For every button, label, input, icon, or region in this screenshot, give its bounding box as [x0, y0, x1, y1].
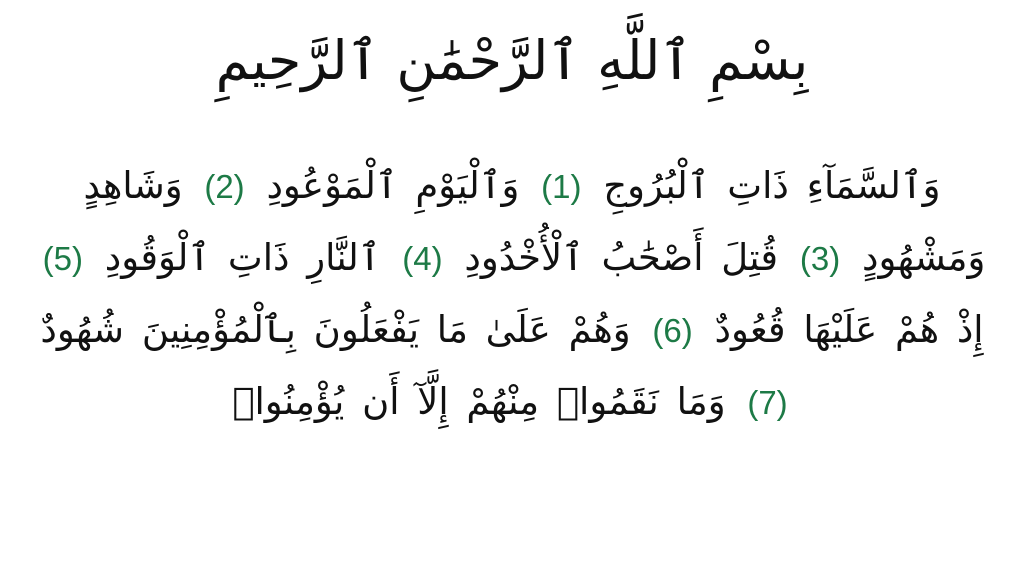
verse-number-6: (6)	[652, 312, 693, 350]
verse-number-5: (5)	[42, 240, 84, 278]
verse-text-6: إِذْ هُمْ عَلَيْهَا قُعُودٌ	[714, 308, 984, 352]
verse-text-2: وَٱلْيَوْمِ ٱلْمَوْعُودِ	[266, 164, 520, 207]
verses-block	[17, 150, 1007, 439]
verse-text-8: وَمَا نَقَمُوا۟ مِنْهُمْ إِلَّآ أَن يُؤْمِنُوا۟	[232, 380, 726, 424]
verse-text-7: وَهُمْ عَلَىٰ مَا يَفْعَلُونَ بِٱلْمُؤْمِنِينَ شُهُودٌ	[40, 308, 631, 352]
verse-text-1: وَٱلسَّمَآءِ ذَاتِ ٱلْبُرُوجِ	[603, 164, 941, 207]
verse-number-3: (3)	[799, 240, 841, 278]
basmala-container	[0, 18, 1024, 128]
verse-text-3: وَشَاهِدٍ وَمَشْهُودٍ	[83, 164, 986, 280]
verse-number-4: (4)	[402, 240, 443, 278]
verse-text-5: ٱلنَّارِ ذَاتِ ٱلْوَقُودِ	[104, 236, 381, 280]
verse-number-1: (1)	[541, 168, 582, 205]
verse-number-7: (7)	[747, 384, 788, 422]
verse-number-2: (2)	[204, 168, 245, 205]
verse-text-4: قُتِلَ أَصْحَٰبُ ٱلْأُخْدُودِ	[464, 236, 779, 280]
basmala-text: بِسْمِ ٱللَّهِ ٱلرَّحْمَٰنِ ٱلرَّحِيمِ	[215, 29, 809, 92]
